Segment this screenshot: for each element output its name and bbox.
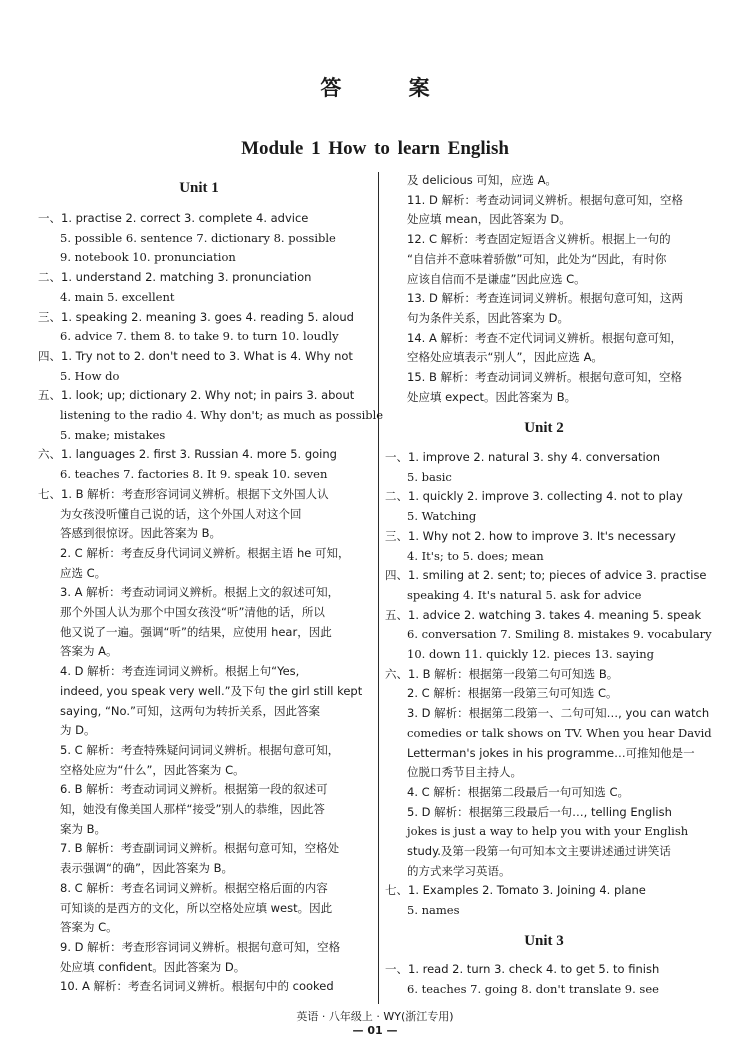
answer-line: 10. down 11. quickly 12. pieces 13. saying	[407, 647, 655, 661]
answer-line: 4. main 5. excellent	[60, 289, 175, 304]
answer-line: 9. D 解析：考查形容词词义辨析。根据句意可知，空格	[60, 939, 341, 954]
page-footer	[0, 1010, 750, 1038]
column-divider	[378, 172, 379, 1004]
answer-line: 6. advice 7. them 8. to take 9. to turn 10. loudly	[60, 329, 339, 344]
answer-line: 2. C 解析：根据第一段第三句可知选 C。	[407, 686, 618, 701]
answer-line: 5. Watching	[407, 509, 477, 524]
answer-line: 六、1. B 解析：根据第一段第二句可知选 B。	[385, 666, 619, 681]
answer-line: saying, “No.”可知，这两句为转折关系，因此答案	[60, 703, 320, 718]
answer-line: 5. How do	[60, 368, 120, 383]
answer-line: 五、1. advice 2. watching 3. takes 4. meaning 5. speak	[385, 607, 702, 622]
answer-line: 3. A 解析：考查动词词义辨析。根据上文的叙述可知，	[60, 585, 340, 600]
answer-line: 位脱口秀节目主持人。	[407, 765, 522, 780]
answer-line: 四、1. smiling at 2. sent; to; pieces of advice 3. practise	[385, 568, 707, 583]
answer-line: 14. A 解析：考查不定代词词义辨析。根据句意可知，	[407, 330, 682, 345]
answer-line: 2. C 解析：考查反身代词词义辨析。根据主语 he 可知，	[60, 545, 350, 560]
answer-line: 空格处应为“什么”，因此答案为 C。	[60, 762, 245, 777]
answer-line: 答案为 C。	[60, 920, 118, 935]
answer-line: 5. make; mistakes	[60, 427, 166, 442]
answer-line: 应选 C。	[60, 565, 107, 580]
answer-line: 答感到很惊讶。因此答案为 B。	[60, 526, 222, 541]
answer-line: 三、1. speaking 2. meaning 3. goes 4. reading 5. aloud	[38, 309, 354, 324]
answer-line: 4. C 解析：根据第二段最后一句可知选 C。	[407, 784, 629, 799]
answer-line: 5. names	[407, 903, 460, 918]
answer-line: 处应填 confident。因此答案为 D。	[60, 959, 246, 974]
answer-line: 5. basic	[407, 469, 452, 484]
answer-line: 9. notebook 10. pronunciation	[60, 250, 236, 265]
answer-line: 6. teaches 7. factories 8. It 9. speak 10. seven	[60, 467, 328, 482]
answer-line: 知，她没有像美国人那样“接受”别人的恭维，因此答	[60, 802, 325, 816]
answer-line: 六、1. languages 2. first 3. Russian 4. more 5. going	[38, 447, 337, 462]
answer-line: 8. C 解析：考查名词词义辨析。根据空格后面的内容	[60, 880, 328, 895]
answer-line: 3. D 解析：根据第二段第一、二句可知…, you can watch	[407, 706, 710, 721]
answer-line: 为 D。	[60, 723, 96, 738]
answer-line: 6. conversation 7. Smiling 8. mistakes 9. vocabulary	[407, 627, 712, 642]
answer-line: “自信并不意味着骄傲”可知，此处为“因此，有时你	[407, 251, 667, 266]
answer-line: 15. B 解析：考查动词词义辨析。根据句意可知，空格	[407, 370, 682, 384]
answer-line: 表示强调“的确”，因此答案为 B。	[60, 861, 233, 876]
unit-3-heading: Unit 3	[524, 933, 564, 949]
unit-2-heading: Unit 2	[524, 420, 564, 436]
answer-line: indeed, you speak very well.”及下句 the girl still kept	[60, 683, 363, 698]
answer-line: 七、1. B 解析：考查形容词词义辨析。根据下文外国人认	[38, 486, 329, 501]
answer-line: 案为 B。	[60, 821, 107, 836]
answer-line: jokes is just a way to help you with your English	[407, 824, 689, 839]
answer-line: 4. It's; to 5. does; mean	[407, 548, 544, 563]
answer-line: Letterman's jokes in his programme…可推知他是一	[407, 745, 695, 760]
answer-line: 空格处应填表示“别人”，因此应选 A。	[407, 350, 603, 365]
unit-1-heading: Unit 1	[179, 180, 219, 196]
answer-line: 12. C 解析：考查固定短语含义辨析。根据上一句的	[407, 232, 671, 247]
answer-line: 6. B 解析：考查动词词义辨析。根据第一段的叙述可	[60, 782, 328, 797]
answer-line: 四、1. Try not to 2. don't need to 3. What is 4. Why not	[38, 348, 353, 363]
answer-line: comedies or talk shows on TV. When you hear David	[407, 725, 712, 740]
answer-line: 二、1. understand 2. matching 3. pronunciation	[38, 270, 312, 285]
answer-line: 二、1. quickly 2. improve 3. collecting 4. not to play	[385, 489, 683, 504]
answer-line: 那个外国人认为那个中国女孩没“听”清他的话，所以	[60, 605, 325, 619]
answer-line: 可知谈的是西方的文化，所以空格处应填 west。因此	[60, 900, 333, 915]
answer-line: study.及第一段第一句可知本文主要讲述通过讲笑话	[407, 844, 671, 858]
answer-line: 7. B 解析：考查副词词义辨析。根据句意可知，空格处	[60, 841, 340, 856]
footer-page-number: — 01 —	[352, 1024, 398, 1037]
answer-line: 应该自信而不是谦虚”因此应选 C。	[407, 271, 586, 286]
answer-line: 答案为 A。	[60, 644, 118, 659]
answer-line: 10. A 解析：考查名词词义辨析。根据句中的 cooked	[60, 979, 334, 994]
module-title: Module 1 How to learn English	[241, 138, 509, 159]
answer-line: 的方式来学习英语。	[407, 863, 511, 878]
answer-line: 为女孩没听懂自己说的话，这个外国人对这个回	[60, 506, 302, 521]
answer-line: 13. D 解析：考查连词词义辨析。根据句意可知，这两	[407, 291, 683, 306]
answer-line: 及 delicious 可知，应选 A。	[407, 173, 557, 187]
answer-line: 一、1. practise 2. correct 3. complete 4. advice	[38, 211, 309, 225]
footer-subject: 英语 · 八年级上 · WY(浙江专用)	[296, 1010, 454, 1023]
page-title: 答 案	[320, 76, 460, 100]
answer-line: 11. D 解析：考查动词词义辨析。根据句意可知，空格	[407, 192, 683, 207]
answer-line: 一、1. improve 2. natural 3. shy 4. conversation	[385, 450, 661, 464]
answer-line: 5. possible 6. sentence 7. dictionary 8. possible	[60, 230, 336, 245]
answer-line: 一、1. read 2. turn 3. check 4. to get 5. to finish	[385, 962, 660, 976]
answer-line: 七、1. Examples 2. Tomato 3. Joining 4. plane	[385, 883, 646, 898]
answer-line: 处应填 mean，因此答案为 D。	[407, 212, 571, 227]
answer-line: 句为条件关系，因此答案为 D。	[407, 310, 570, 325]
answer-line: 4. D 解析：考查连词词义辨析。根据上句“Yes,	[60, 664, 300, 679]
answer-line: speaking 4. It's natural 5. ask for advice	[407, 587, 642, 602]
answer-line: 5. C 解析：考查特殊疑问词词义辨析。根据句意可知，	[60, 742, 340, 757]
answer-line: 五、1. look; up; dictionary 2. Why not; in pairs 3. about	[38, 388, 355, 403]
answer-line: 处应填 expect。因此答案为 B。	[407, 389, 577, 404]
answer-line: 6. teaches 7. going 8. don't translate 9. see	[407, 981, 659, 996]
answer-line: 5. D 解析：根据第三段最后一句…, telling English	[407, 804, 672, 819]
answer-line: listening to the radio 4. Why don't; as much as possible	[60, 408, 384, 422]
answer-line: 他又说了一遍。强调“听”的结果，应使用 hear，因此	[60, 624, 332, 639]
answer-line: 三、1. Why not 2. how to improve 3. It's necessary	[385, 528, 676, 543]
